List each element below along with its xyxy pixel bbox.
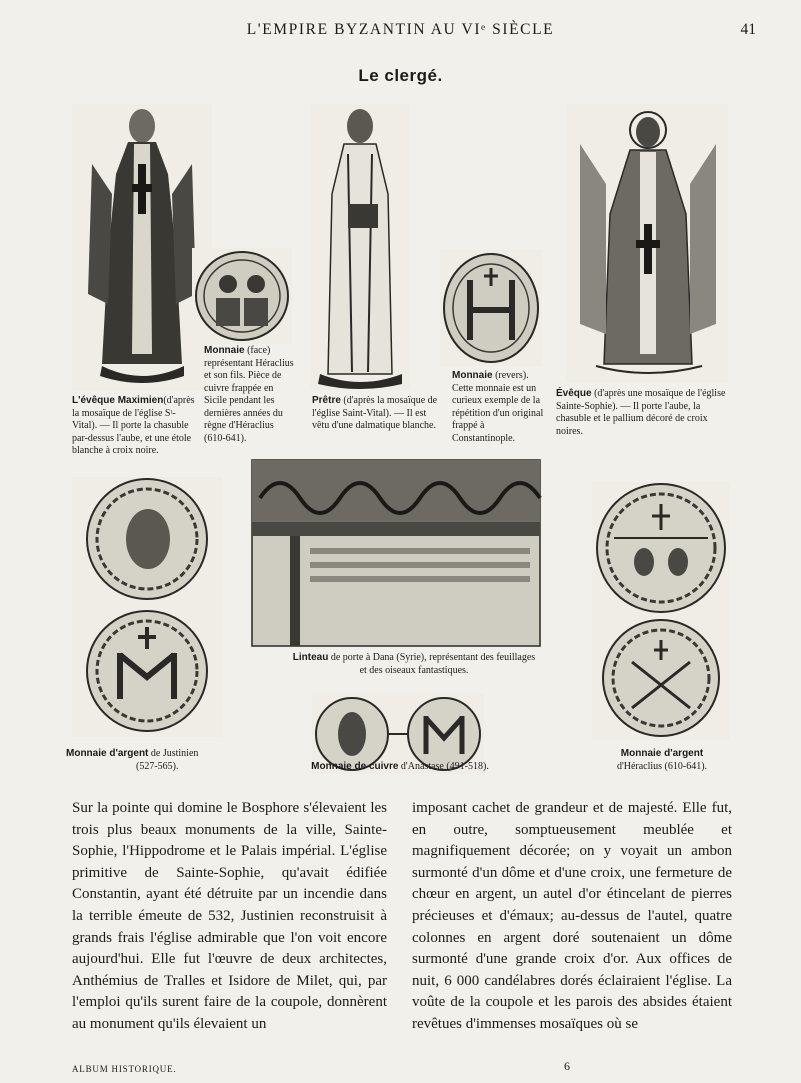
footer-album-historique: ALBUM HISTORIQUE.: [72, 1064, 177, 1074]
caption-anastase-name: Monnaie de cuivre: [311, 761, 399, 772]
caption-coin-face-name: Monnaie: [204, 345, 245, 356]
caption-coin-revers-name: Monnaie: [452, 370, 493, 381]
caption-justinien-dates: (527-565).: [136, 760, 179, 772]
caption-coin-revers: [452, 370, 548, 445]
caption-heraclius: [588, 748, 736, 773]
figure-bishop-maximien: [72, 104, 212, 390]
figure-bishop-sainte-sophie: [566, 104, 728, 382]
section-title: Le clergé.: [358, 66, 443, 85]
caption-heraclius-text: d'Héraclius (610-641).: [616, 760, 708, 772]
caption-pretre-name: Prêtre: [312, 395, 341, 406]
body-column-left: Sur la pointe qui domine le Bosphore s'élevaient les trois plus beaux monuments de la ville, Sainte-Sophie, l'Hippodrome et le Palais impérial. L'église primitive de Sainte-Sophie, qu'avait édifiée Constantin, ayant été détruite par un incendie dans la terrible émeute de 532, Justinien reconstruisit à grands frais l'église admirable que l'on voit encore aujourd'hui. Elle fut l'œuvre de deux architectes, Anthémius de Tralles et Isidore de Milet, qui, par l'emploi qu'ils surent faire de la coupole, donnèrent au monument qu'ils élevaient un: [72, 800, 387, 1032]
figure-coin-revers: [440, 250, 542, 366]
caption-anastase: [268, 761, 532, 774]
figure-priest: [310, 104, 410, 390]
caption-linteau-text: de porte à Dana (Syrie), représentant des feuillages et des oiseaux fantastiques.: [330, 652, 536, 676]
caption-justinien-text: de Justinien: [150, 748, 199, 759]
caption-maximien-name: L'évêque Maximien: [72, 395, 164, 406]
caption-coin-face-text: (face) représentant Héraclius et son fils. Pièce de cuivre frappée en Sicile pendant les dernières années du règne d'Héraclius (610-641).: [204, 345, 294, 444]
caption-heraclius-name: Monnaie d'argent: [620, 748, 704, 759]
caption-justinien-name: Monnaie d'argent: [66, 748, 149, 759]
caption-pretre-text: (d'après la mosaïque de l'église Saint-Vital). — Il est vêtu d'une dalmatique blanche.: [312, 395, 438, 431]
figure-linteau: [250, 458, 542, 648]
caption-maximien: [72, 395, 200, 458]
caption-anastase-text: d'Anastase (491-518).: [400, 761, 489, 772]
caption-eveque-name: Évêque: [556, 388, 592, 399]
caption-linteau: [290, 652, 538, 677]
caption-coin-face: [204, 345, 294, 445]
figure-coin-face: [192, 248, 292, 344]
body-column-right: imposant cachet de grandeur et de majesté. Elle fut, en outre, somptueusement meublée et magnifiquement décorée; on y voyait un ambon surmonté d'un dôme et d'une croix, une fermeture de chœur en argent, un autel d'or étincelant de pierres précieuses et d'émaux; au-dessus de l'autel, quatre colonnes en argent doré soutenaient un dôme surmonté d'une grande croix d'or. Aux offices de nuit, 6 000 candélabres dorés éclairaient l'église. La voûte de la coupole et les parois des absides étaient revêtues d'immenses mosaïques où se: [412, 800, 732, 1032]
caption-eveque-text: (d'après une mosaïque de l'église Sainte-Sophie). — Il porte l'aube, la chasuble et le pallium décoré de croix noires.: [556, 388, 726, 437]
caption-eveque: [556, 388, 730, 438]
caption-maximien-text: (d'après la mosaïque de l'église Sᵗ-Vital). — Il porte la chasuble par-dessus l'aube, et une étole blanche à croix noire.: [72, 395, 195, 456]
figure-coin-justinien: [72, 477, 222, 737]
caption-justinien: [66, 748, 246, 773]
caption-linteau-name: Linteau: [292, 652, 329, 663]
page-number: 41: [740, 21, 756, 38]
running-header: [0, 21, 801, 47]
figure-coin-heraclius: [592, 482, 730, 740]
running-title: L'EMPIRE BYZANTIN AU VIᵉ SIÈCLE: [246, 21, 555, 38]
caption-pretre: [312, 395, 438, 433]
caption-coin-revers-text: (revers). Cette monnaie est un curieux exemple de la répétition d'un original frappé à Constantinople.: [452, 370, 544, 444]
footer-signature-mark: 6: [564, 1059, 570, 1073]
